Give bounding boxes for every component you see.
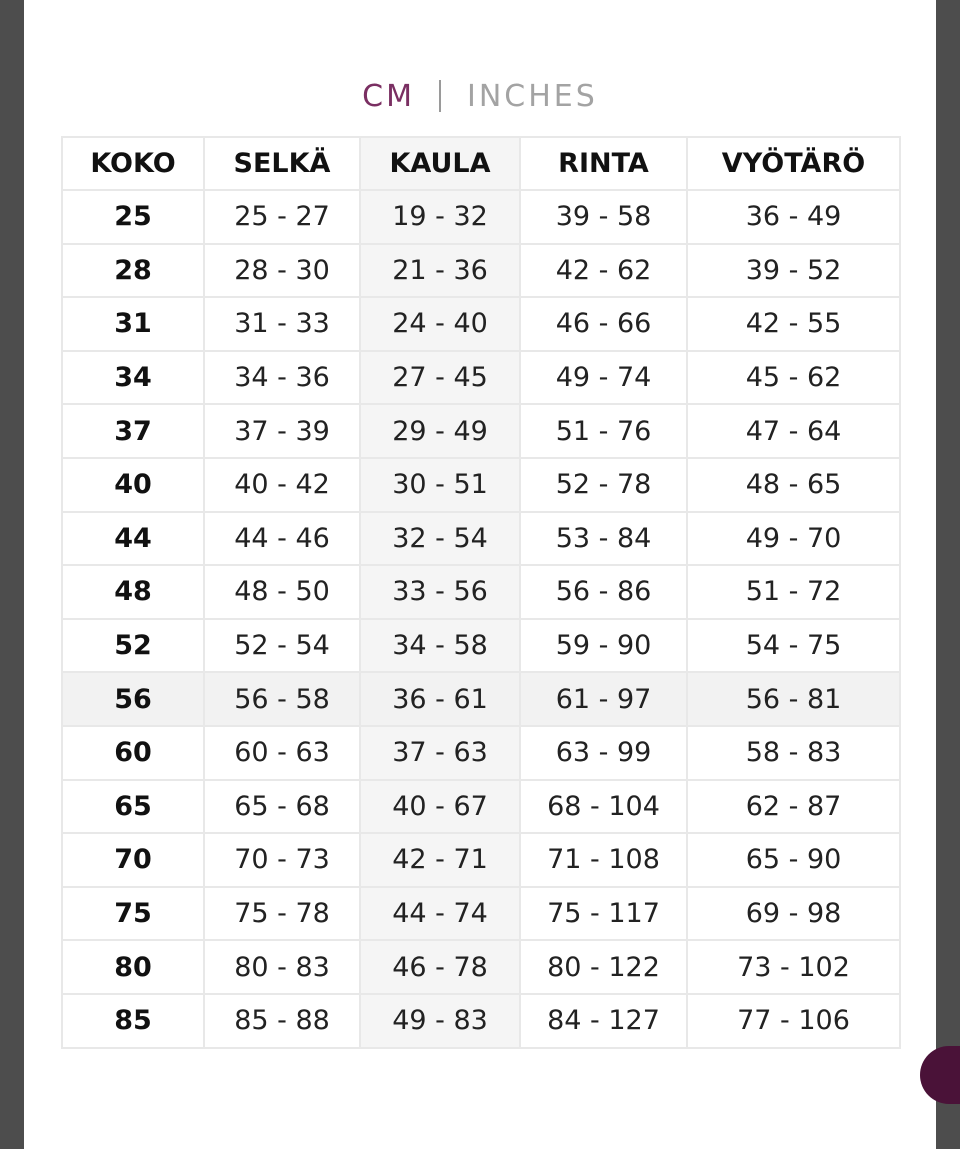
kaula-cell: 42 - 71 xyxy=(360,833,520,887)
size-cell: 60 xyxy=(62,726,204,780)
kaula-cell: 49 - 83 xyxy=(360,994,520,1048)
size-cell: 25 xyxy=(62,190,204,244)
vyotaro-cell: 47 - 64 xyxy=(687,404,900,458)
table-row xyxy=(62,512,900,566)
table-row xyxy=(62,672,900,726)
selka-cell: 37 - 39 xyxy=(204,404,360,458)
kaula-cell: 19 - 32 xyxy=(360,190,520,244)
kaula-cell: 46 - 78 xyxy=(360,940,520,994)
unit-toggle xyxy=(24,74,936,118)
kaula-cell: 27 - 45 xyxy=(360,351,520,405)
vyotaro-cell: 48 - 65 xyxy=(687,458,900,512)
selka-cell: 25 - 27 xyxy=(204,190,360,244)
table-row xyxy=(62,565,900,619)
selka-cell: 52 - 54 xyxy=(204,619,360,673)
selka-cell: 56 - 58 xyxy=(204,672,360,726)
table-row xyxy=(62,726,900,780)
rinta-cell: 84 - 127 xyxy=(520,994,687,1048)
rinta-cell: 39 - 58 xyxy=(520,190,687,244)
size-cell: 80 xyxy=(62,940,204,994)
vyotaro-cell: 77 - 106 xyxy=(687,994,900,1048)
rinta-cell: 80 - 122 xyxy=(520,940,687,994)
rinta-cell: 63 - 99 xyxy=(520,726,687,780)
header-koko: KOKO xyxy=(62,137,204,190)
chat-bubble-icon[interactable] xyxy=(920,1046,960,1104)
size-cell: 56 xyxy=(62,672,204,726)
vyotaro-cell: 45 - 62 xyxy=(687,351,900,405)
selka-cell: 44 - 46 xyxy=(204,512,360,566)
selka-cell: 34 - 36 xyxy=(204,351,360,405)
vyotaro-cell: 54 - 75 xyxy=(687,619,900,673)
selka-cell: 60 - 63 xyxy=(204,726,360,780)
rinta-cell: 56 - 86 xyxy=(520,565,687,619)
table-row xyxy=(62,190,900,244)
kaula-cell: 33 - 56 xyxy=(360,565,520,619)
rinta-cell: 51 - 76 xyxy=(520,404,687,458)
size-table xyxy=(61,136,901,1049)
size-cell: 65 xyxy=(62,780,204,834)
selka-cell: 31 - 33 xyxy=(204,297,360,351)
size-cell: 37 xyxy=(62,404,204,458)
table-row xyxy=(62,297,900,351)
size-cell: 40 xyxy=(62,458,204,512)
header-rinta: RINTA xyxy=(520,137,687,190)
vyotaro-cell: 42 - 55 xyxy=(687,297,900,351)
vyotaro-cell: 49 - 70 xyxy=(687,512,900,566)
vyotaro-cell: 56 - 81 xyxy=(687,672,900,726)
size-cell: 34 xyxy=(62,351,204,405)
size-cell: 70 xyxy=(62,833,204,887)
selka-cell: 80 - 83 xyxy=(204,940,360,994)
size-cell: 28 xyxy=(62,244,204,298)
size-cell: 48 xyxy=(62,565,204,619)
vyotaro-cell: 69 - 98 xyxy=(687,887,900,941)
table-row xyxy=(62,619,900,673)
vyotaro-cell: 65 - 90 xyxy=(687,833,900,887)
rinta-cell: 42 - 62 xyxy=(520,244,687,298)
kaula-cell: 40 - 67 xyxy=(360,780,520,834)
kaula-cell: 29 - 49 xyxy=(360,404,520,458)
kaula-cell: 44 - 74 xyxy=(360,887,520,941)
kaula-cell: 30 - 51 xyxy=(360,458,520,512)
selka-cell: 65 - 68 xyxy=(204,780,360,834)
rinta-cell: 53 - 84 xyxy=(520,512,687,566)
table-row xyxy=(62,351,900,405)
selka-cell: 48 - 50 xyxy=(204,565,360,619)
header-selka: SELKÄ xyxy=(204,137,360,190)
table-row xyxy=(62,833,900,887)
rinta-cell: 46 - 66 xyxy=(520,297,687,351)
size-cell: 75 xyxy=(62,887,204,941)
selka-cell: 40 - 42 xyxy=(204,458,360,512)
rinta-cell: 52 - 78 xyxy=(520,458,687,512)
size-chart-panel xyxy=(24,0,936,1149)
table-header-row xyxy=(62,137,900,190)
kaula-cell: 34 - 58 xyxy=(360,619,520,673)
table-row xyxy=(62,994,900,1048)
rinta-cell: 71 - 108 xyxy=(520,833,687,887)
vyotaro-cell: 62 - 87 xyxy=(687,780,900,834)
selka-cell: 75 - 78 xyxy=(204,887,360,941)
table-row xyxy=(62,940,900,994)
selka-cell: 85 - 88 xyxy=(204,994,360,1048)
table-row xyxy=(62,404,900,458)
kaula-cell: 36 - 61 xyxy=(360,672,520,726)
unit-divider xyxy=(439,80,441,112)
vyotaro-cell: 51 - 72 xyxy=(687,565,900,619)
rinta-cell: 59 - 90 xyxy=(520,619,687,673)
rinta-cell: 61 - 97 xyxy=(520,672,687,726)
table-row xyxy=(62,887,900,941)
header-kaula: KAULA xyxy=(360,137,520,190)
unit-cm-tab[interactable]: CM xyxy=(362,78,416,114)
size-cell: 44 xyxy=(62,512,204,566)
rinta-cell: 68 - 104 xyxy=(520,780,687,834)
kaula-cell: 37 - 63 xyxy=(360,726,520,780)
vyotaro-cell: 36 - 49 xyxy=(687,190,900,244)
rinta-cell: 75 - 117 xyxy=(520,887,687,941)
table-row xyxy=(62,780,900,834)
table-row xyxy=(62,244,900,298)
size-cell: 31 xyxy=(62,297,204,351)
vyotaro-cell: 39 - 52 xyxy=(687,244,900,298)
size-cell: 52 xyxy=(62,619,204,673)
table-body xyxy=(62,190,900,1048)
rinta-cell: 49 - 74 xyxy=(520,351,687,405)
size-cell: 85 xyxy=(62,994,204,1048)
header-vyotaro: VYÖTÄRÖ xyxy=(687,137,900,190)
selka-cell: 28 - 30 xyxy=(204,244,360,298)
table-row xyxy=(62,458,900,512)
kaula-cell: 21 - 36 xyxy=(360,244,520,298)
kaula-cell: 32 - 54 xyxy=(360,512,520,566)
vyotaro-cell: 73 - 102 xyxy=(687,940,900,994)
kaula-cell: 24 - 40 xyxy=(360,297,520,351)
selka-cell: 70 - 73 xyxy=(204,833,360,887)
vyotaro-cell: 58 - 83 xyxy=(687,726,900,780)
unit-inches-tab[interactable]: INCHES xyxy=(467,78,598,114)
